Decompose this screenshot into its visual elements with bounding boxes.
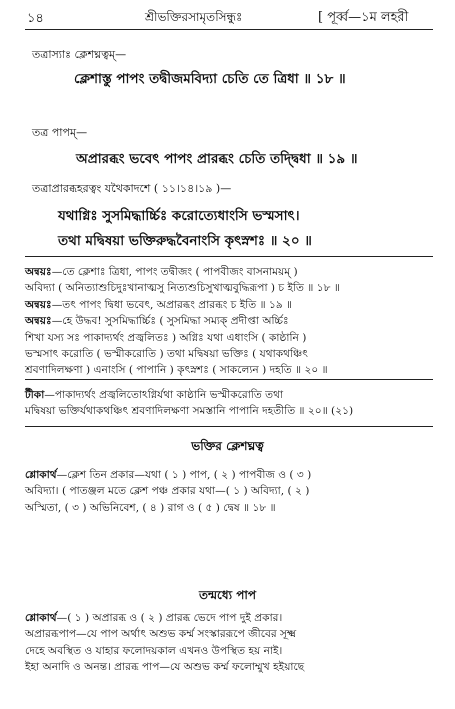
shlokartha-19-block (25, 610, 433, 676)
tika-line1: —পাকাদ্যর্থং প্রজ্বলিতোঽগ্নির্যথা কাষ্ঠানি ভস্মীকরোতি তথা (44, 389, 284, 401)
shlokartha-18-line3: অস্মিতা, ( ৩ ) অভিনিবেশ, ( ৪ ) রাগ ও ( ৫ ) দ্বেষ ॥ ১৮ ॥ (25, 501, 276, 514)
anvaya-20-line4: শ্রবণাদিলক্ষণা ) এনাংসি ( পাপানি ) কৃৎস্নশঃ ( সাকল্যেন ) দহতি ॥ ২০ ॥ (25, 364, 328, 377)
section-indicator: [ পূর্ব্ব—১ম লহরী (318, 10, 409, 25)
anvaya-label: অন্বয়ঃ (25, 266, 52, 278)
shlokartha-19-line3: দেহে অবস্থিত ও যাহার ফলোদয়কাল এখনও উপস্থিত হয় নাই। (25, 644, 283, 657)
shlokartha-label: শ্লোকার্থ (25, 612, 57, 624)
verse-20-line2: তথা মদ্বিষয়া ভক্তিরুদ্ধবৈনাংসি কৃৎস্নশঃ ॥ ২০ ॥ (58, 233, 312, 249)
anvaya-18-line2: অবিদ্যা ( অনিত্যাশুচিদুঃখানাত্মসু নিত্যশুচিসুখাত্মবুদ্ধিরূপা ) চ ইতি ॥ ১৮ ॥ (25, 282, 340, 295)
section-heading-klesha: ভক্তির ক্লেশঘ্নত্ব (191, 439, 264, 453)
anvaya-label: অন্বয়ঃ (25, 315, 52, 328)
shlokartha-label: শ্লোকার্থ (25, 469, 57, 481)
tika-label: টীকা (25, 389, 45, 401)
shlokartha-18-line1: —ক্লেশ তিন প্রকার—যথা ( ১ ) পাপ, ( ২ ) পাপবীজ ও ( ৩ ) (56, 469, 312, 481)
header-rule (25, 29, 433, 30)
anvaya-label: অন্বয়ঃ (25, 298, 52, 311)
anvaya-block (25, 264, 433, 379)
anvaya-18-line1: —তে ক্লেশাঃ ত্রিধা, পাপং তদ্বীজং ( পাপবীজং বাসনাময়ম্ ) (51, 266, 298, 278)
tika-block (25, 387, 433, 420)
tika-line2: মদ্বিষয়া ভক্তির্যথাকথঞ্চিৎ শ্রবণাদিলক্ষণা সমস্তানি পাপানি দহতীতি ॥ ২০॥ (২১) (25, 405, 354, 418)
verse-intro-19: তত্র পাপম্— (32, 126, 88, 139)
verse-18: ক্লেশাস্তু পাপং তদ্বীজমবিদ্যা চেতি তে ত্রিধা ॥ ১৮ ॥ (74, 71, 346, 87)
anvaya-rule (25, 379, 433, 380)
shlokartha-19-line1: —( ১ ) অপ্রারব্ধ ও ( ২ ) প্রারব্ধ ভেদে পাপ দুই প্রকার। (56, 612, 283, 624)
shlokartha-19-line4: ইহা অনাদি ও অনন্ত। প্রারব্ধ পাপ—যে অশুভ কর্ম্ম ফলোম্মুখ হইয়াছে (25, 661, 305, 674)
verse-intro-20: তত্রাপ্রারব্ধহরত্বং যথৈকাদশে ( ১১।১৪।১৯ )— (32, 182, 232, 195)
shlokartha-18-line2: অবিদ্যা। ( পাতঞ্জল মতে ক্লেশ পঞ্চ প্রকার যথা—( ১ ) অবিদ্যা, ( ২ ) (25, 485, 310, 498)
page-number: ১৪ (27, 11, 44, 26)
anvaya-20-line2: শিখা যস্য সঃ পাকাদ্যর্থং প্রজ্বলিতঃ ) অগ্নিঃ যথা এধাংসি ( কাষ্ঠানি ) (25, 331, 307, 344)
anvaya-20-line1: —হে উদ্ধব! সুসমিদ্ধার্চ্চিঃ ( সুসমিদ্ধা সম্যক্ প্রদীপ্তা অর্চ্চিঃ (51, 315, 289, 328)
verse-rule (25, 256, 433, 257)
verse-19: অপ্রারব্ধং ভবেৎ পাপং প্রারব্ধং চেতি তদ্দ্বিধা ॥ ১৯ ॥ (76, 151, 358, 167)
section-heading-papa: তন্মধ্যে পাপ (198, 588, 257, 602)
shlokartha-19-line2: অপ্রারব্ধপাপ—যে পাপ অর্থাৎ অশুভ কর্ম্ম সংস্কাররূপে জীবের সূক্ষ্ম (25, 628, 297, 641)
tika-rule (25, 426, 433, 427)
anvaya-19-line1: —তৎ পাপং দ্বিধা ভবেৎ, অপ্রারব্ধং প্রারব্ধং চ ইতি ॥ ১৯ ॥ (51, 298, 293, 311)
shlokartha-18-block (25, 467, 433, 516)
running-title: শ্রীভক্তিরসামৃতসিন্ধুঃ (145, 10, 243, 24)
verse-20-line1: যথাগ্নিঃ সুসমিদ্ধার্চ্চিঃ করোত্যেধাংসি ভস্মসাৎ। (58, 208, 300, 224)
anvaya-20-line3: ভস্মসাৎ করোতি ( ভস্মীকরোতি ) তথা মদ্বিষয়া ভক্তিঃ ( যথাকথঞ্চিৎ (25, 348, 308, 361)
verse-intro-18: তত্রাস্যাঃ ক্লেশঘ্নত্বম্— (32, 48, 127, 61)
